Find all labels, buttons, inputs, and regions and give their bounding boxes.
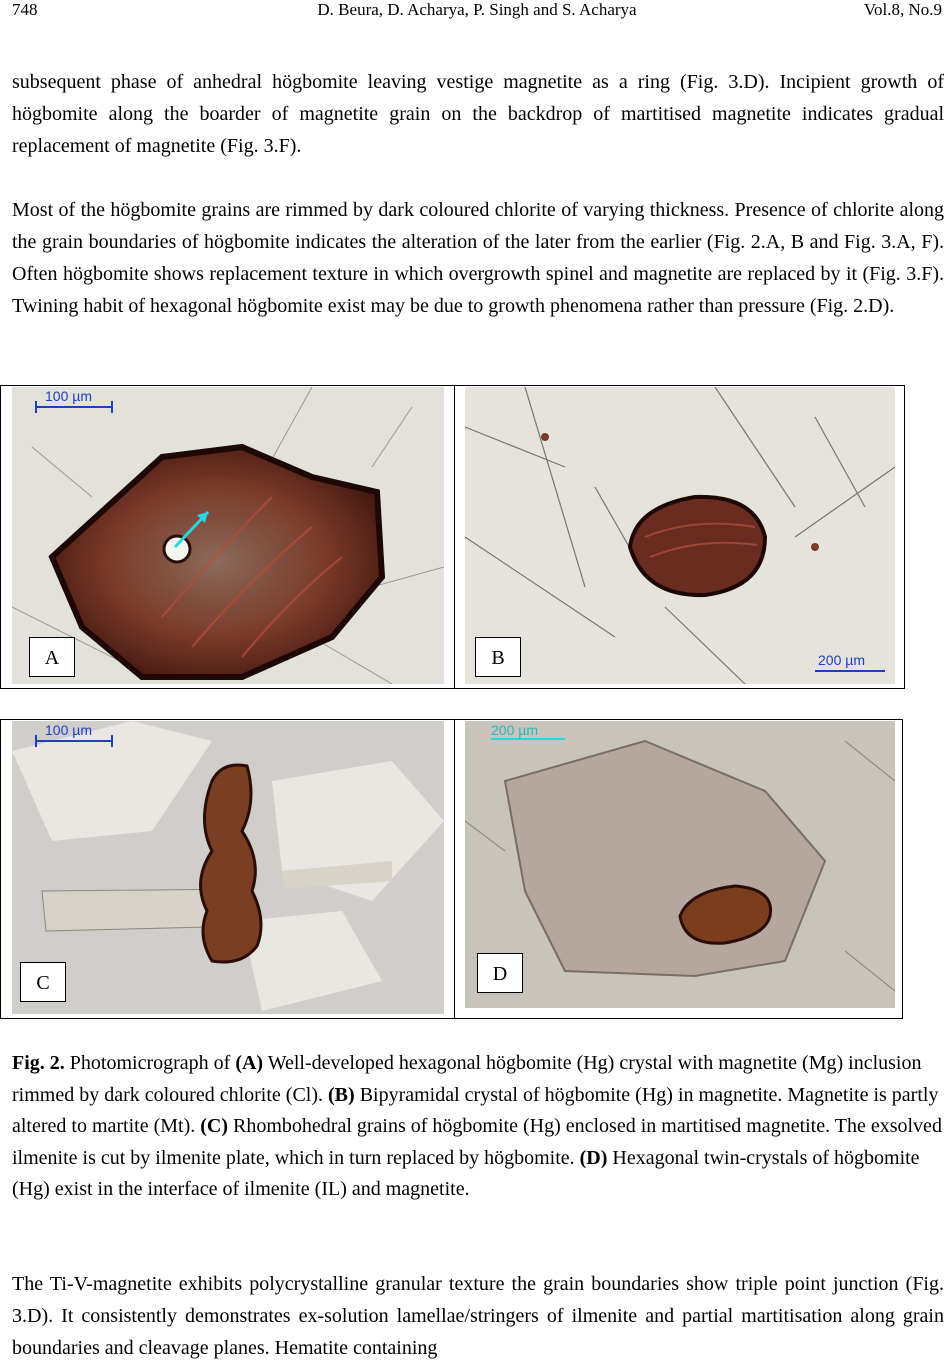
- caption-intro: Photomicrograph of: [64, 1052, 236, 1074]
- scale-label-b: 200 µm: [818, 652, 865, 668]
- photomicrograph-c: [12, 721, 444, 1014]
- caption-b-label: (B): [328, 1083, 355, 1106]
- running-header: [12, 0, 942, 26]
- caption-b-text: Bipyramidal crystal of högbomite (Hg) in magnetite. Magnetite is partly altered to martite (Mt).: [12, 1083, 939, 1137]
- page-number: 748: [12, 0, 38, 19]
- panel-label-b: B: [475, 637, 521, 677]
- figure-row-bottom: [0, 719, 903, 1019]
- paragraph-3: The Ti-V-magnetite exhibits polycrystalline granular texture the grain boundaries show triple point junction (Fig. 3.D). It consistently demonstrates ex-solution lamellae/stringers of ilmenite and partial martitisation along grain boundaries and cleavage planes. Hematite containing: [12, 1273, 944, 1359]
- panel-label-d: D: [477, 953, 523, 993]
- photomicrograph-b: [465, 387, 895, 684]
- paragraph-1: subsequent phase of anhedral högbomite leaving vestige magnetite as a ring (Fig. 3.D). Incipient growth of högbomite along the boarder of magnetite grain on the backdrop of martitised magnetite indicates gradual replacement of magnetite (Fig. 3.F).: [12, 71, 944, 157]
- caption-d-text: Hexagonal twin-crystals of högbomite (Hg) exist in the interface of ilmenite (IL) and magnetite.: [12, 1146, 920, 1200]
- figure-caption: [12, 1048, 944, 1206]
- caption-a-text: Well-developed hexagonal högbomite (Hg) crystal with magnetite (Mg) inclusion rimmed by dark coloured chlorite (Cl).: [12, 1052, 922, 1106]
- scale-label-a: 100 µm: [45, 388, 92, 404]
- panel-label-a: A: [29, 637, 75, 677]
- scale-label-d: 200 µm: [491, 722, 538, 738]
- header-volume: Vol.8, No.9: [863, 0, 942, 19]
- scale-label-c: 100 µm: [45, 722, 92, 738]
- panel-label-c: C: [20, 962, 66, 1002]
- paragraph-2: Most of the högbomite grains are rimmed by dark coloured chlorite of varying thickness. Presence of chlorite along the grain boundaries of högbomite indicates the alteration of the later from the earlier (Fig. 2.A, B and Fig. 3.A, F). Often högbomite shows replacement texture in which overgrowth spinel and magnetite are replaced by it (Fig. 3.F). Twining habit of hexagonal högbomite exist may be due to growth phenomena rather than pressure (Fig. 2.D).: [12, 199, 944, 317]
- photomicrograph-d: [465, 721, 895, 1008]
- caption-d-label: (D): [579, 1146, 608, 1169]
- photomicrograph-a: [12, 387, 444, 684]
- figure-row-top: [0, 385, 905, 689]
- header-authors: D. Beura, D. Acharya, P. Singh and S. Acharya: [317, 0, 637, 19]
- caption-c-label: (C): [200, 1115, 229, 1137]
- caption-fig-label: Fig. 2.: [12, 1052, 65, 1074]
- caption-c-text: Rhombohedral grains of högbomite (Hg) enclosed in martitised magnetite. The exsolved ilmenite is cut by ilmenite plate, which in turn replaced by högbomite.: [12, 1115, 942, 1169]
- caption-a-label: (A): [235, 1052, 264, 1074]
